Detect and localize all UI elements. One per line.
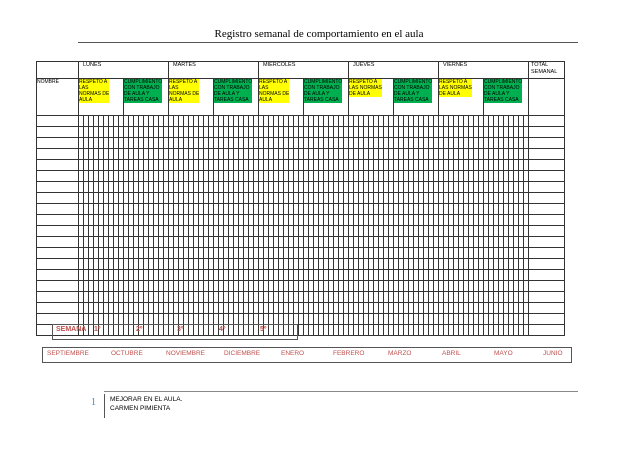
cumplimiento-label-line: TAREAS CASA (484, 97, 519, 103)
table-row (37, 281, 565, 292)
month-label[interactable]: MARZO (388, 350, 412, 357)
table-row (37, 193, 565, 204)
total-cell[interactable] (529, 149, 565, 160)
title-underline (78, 42, 578, 43)
name-cell[interactable] (37, 116, 79, 127)
cumplimiento-label-line: TAREAS CASA (304, 97, 339, 103)
table-row (37, 314, 565, 325)
respeto-label-line: RESPETO A (169, 79, 198, 85)
week-number[interactable]: 1º (94, 326, 101, 333)
total-cell[interactable] (529, 193, 565, 204)
respeto-header (349, 79, 394, 116)
respeto-label-line: RESPETO A (439, 79, 468, 85)
table-row (37, 160, 565, 171)
table-row (37, 237, 565, 248)
total-cell[interactable] (529, 314, 565, 325)
day-header: LUNES (79, 62, 169, 79)
cumplimiento-label-line: DE AULA Y (214, 91, 240, 97)
total-cell[interactable] (529, 259, 565, 270)
cumplimiento-label-line: TAREAS CASA (124, 97, 159, 103)
cumplimiento-header (124, 79, 169, 116)
week-number[interactable]: 5º (260, 326, 267, 333)
respeto-label-line: NORMAS DE (79, 91, 110, 97)
week-number[interactable]: 3º (177, 326, 184, 333)
name-cell[interactable] (37, 314, 79, 325)
page-title: Registro semanal de comportamiento en el aula (214, 28, 424, 40)
table-row (37, 270, 565, 281)
respeto-label-line: RESPETO A (259, 79, 288, 85)
total-cell[interactable] (529, 270, 565, 281)
total-cell[interactable] (529, 281, 565, 292)
respeto-label-line: RESPETO A (349, 79, 378, 85)
cumplimiento-label-line: CON TRABAJO (484, 85, 520, 91)
cumplimiento-label-line: CUMPLIMIENTO (394, 79, 433, 85)
name-cell[interactable] (37, 193, 79, 204)
total-cell[interactable] (529, 116, 565, 127)
total-header: TOTAL SEMANAL (529, 62, 565, 79)
respeto-label-line: DE AULA (439, 91, 461, 97)
cumplimiento-label-line: TAREAS CASA (214, 97, 249, 103)
respeto-header (79, 79, 124, 116)
name-cell[interactable] (37, 226, 79, 237)
respeto-label-line: LAS NORMAS (349, 85, 382, 91)
total-cell[interactable] (529, 226, 565, 237)
total-cell[interactable] (529, 171, 565, 182)
day-header: VIERNES (439, 62, 529, 79)
total-cell[interactable] (529, 215, 565, 226)
week-label: SEMANA (56, 326, 87, 333)
total-cell[interactable] (529, 204, 565, 215)
total-cell[interactable] (529, 182, 565, 193)
table-row (37, 127, 565, 138)
total-cell[interactable] (529, 292, 565, 303)
respeto-label-line: AULA (79, 97, 93, 103)
footer-rule (104, 391, 578, 392)
respeto-header (169, 79, 214, 116)
week-number[interactable]: 2º (136, 326, 143, 333)
total-subheader (529, 79, 565, 116)
respeto-label-line: RESPETO A (79, 79, 108, 85)
month-label[interactable]: FEBRERO (333, 350, 365, 357)
cumplimiento-header (484, 79, 529, 116)
week-number[interactable]: 4º (219, 326, 226, 333)
table-row (37, 171, 565, 182)
cumplimiento-label-line: CON TRABAJO (304, 85, 340, 91)
table-row (37, 303, 565, 314)
month-label[interactable]: DICIEMBRE (224, 350, 261, 357)
month-label[interactable]: OCTUBRE (111, 350, 143, 357)
table-row (37, 248, 565, 259)
name-cell[interactable] (37, 138, 79, 149)
table-row (37, 226, 565, 237)
name-cell[interactable] (37, 160, 79, 171)
name-cell[interactable] (37, 237, 79, 248)
footer-line-1: MEJORAR EN EL AULA. (110, 396, 183, 403)
respeto-label-line: NORMAS DE (169, 91, 200, 97)
month-label[interactable]: MAYO (494, 350, 513, 357)
respeto-label-line: LAS NORMAS (439, 85, 472, 91)
cumplimiento-label-line: TAREAS CASA (394, 97, 429, 103)
footer-line-2: CARMEN PIMIENTA (110, 405, 171, 412)
respeto-label-line: LAS (259, 85, 269, 91)
total-cell[interactable] (529, 160, 565, 171)
table-row (37, 149, 565, 160)
table-row (37, 215, 565, 226)
day-header: MIÉRCOLES (259, 62, 349, 79)
month-label[interactable]: SEPTIEMBRE (47, 350, 89, 357)
name-cell[interactable] (37, 281, 79, 292)
table-row (37, 204, 565, 215)
respeto-label-line: AULA (169, 97, 183, 103)
table-row (37, 259, 565, 270)
name-cell[interactable] (37, 182, 79, 193)
cumplimiento-label-line: DE AULA Y (124, 91, 150, 97)
total-cell[interactable] (529, 127, 565, 138)
total-cell[interactable] (529, 138, 565, 149)
footer-divider (104, 394, 105, 418)
table-row (37, 292, 565, 303)
behavior-grid (36, 61, 565, 336)
corner-cell (37, 62, 79, 79)
month-label[interactable]: ABRIL (442, 350, 461, 357)
cumplimiento-label-line: DE AULA Y (484, 91, 510, 97)
name-cell[interactable] (37, 149, 79, 160)
name-cell[interactable] (37, 248, 79, 259)
cumplimiento-label-line: CON TRABAJO (124, 85, 160, 91)
cumplimiento-header (304, 79, 349, 116)
cumplimiento-label-line: CUMPLIMIENTO (214, 79, 253, 85)
name-cell[interactable] (37, 171, 79, 182)
day-header: JUEVES (349, 62, 439, 79)
month-label[interactable]: JUNIO (543, 350, 563, 357)
name-cell[interactable] (37, 292, 79, 303)
table-row (37, 116, 565, 127)
total-cell[interactable] (529, 237, 565, 248)
cumplimiento-label-line: DE AULA Y (394, 91, 420, 97)
month-label[interactable]: NOVIEMBRE (166, 350, 206, 357)
respeto-label-line: NORMAS DE (259, 91, 290, 97)
respeto-label-line: LAS (79, 85, 89, 91)
name-cell[interactable] (37, 127, 79, 138)
name-cell[interactable] (37, 259, 79, 270)
total-cell[interactable] (529, 325, 565, 336)
name-header: NOMBRE (37, 79, 79, 116)
page-number: 1 (91, 397, 96, 408)
cumplimiento-label-line: CUMPLIMIENTO (484, 79, 523, 85)
cumplimiento-label-line: CON TRABAJO (214, 85, 250, 91)
cumplimiento-label-line: CON TRABAJO (394, 85, 430, 91)
total-cell[interactable] (529, 303, 565, 314)
respeto-header (439, 79, 484, 116)
respeto-header (259, 79, 304, 116)
table-row (37, 182, 565, 193)
cumplimiento-label-line: DE AULA Y (304, 91, 330, 97)
respeto-label-line: AULA (259, 97, 273, 103)
table-row (37, 138, 565, 149)
cumplimiento-label-line: CUMPLIMIENTO (304, 79, 343, 85)
month-label[interactable]: ENERO (281, 350, 305, 357)
cumplimiento-header (394, 79, 439, 116)
cumplimiento-label-line: CUMPLIMIENTO (124, 79, 163, 85)
cumplimiento-header (214, 79, 259, 116)
name-cell[interactable] (37, 303, 79, 314)
name-cell[interactable] (37, 270, 79, 281)
total-cell[interactable] (529, 248, 565, 259)
day-header: MARTES (169, 62, 259, 79)
respeto-label-line: DE AULA (349, 91, 371, 97)
name-cell[interactable] (37, 204, 79, 215)
respeto-label-line: LAS (169, 85, 179, 91)
name-cell[interactable] (37, 215, 79, 226)
